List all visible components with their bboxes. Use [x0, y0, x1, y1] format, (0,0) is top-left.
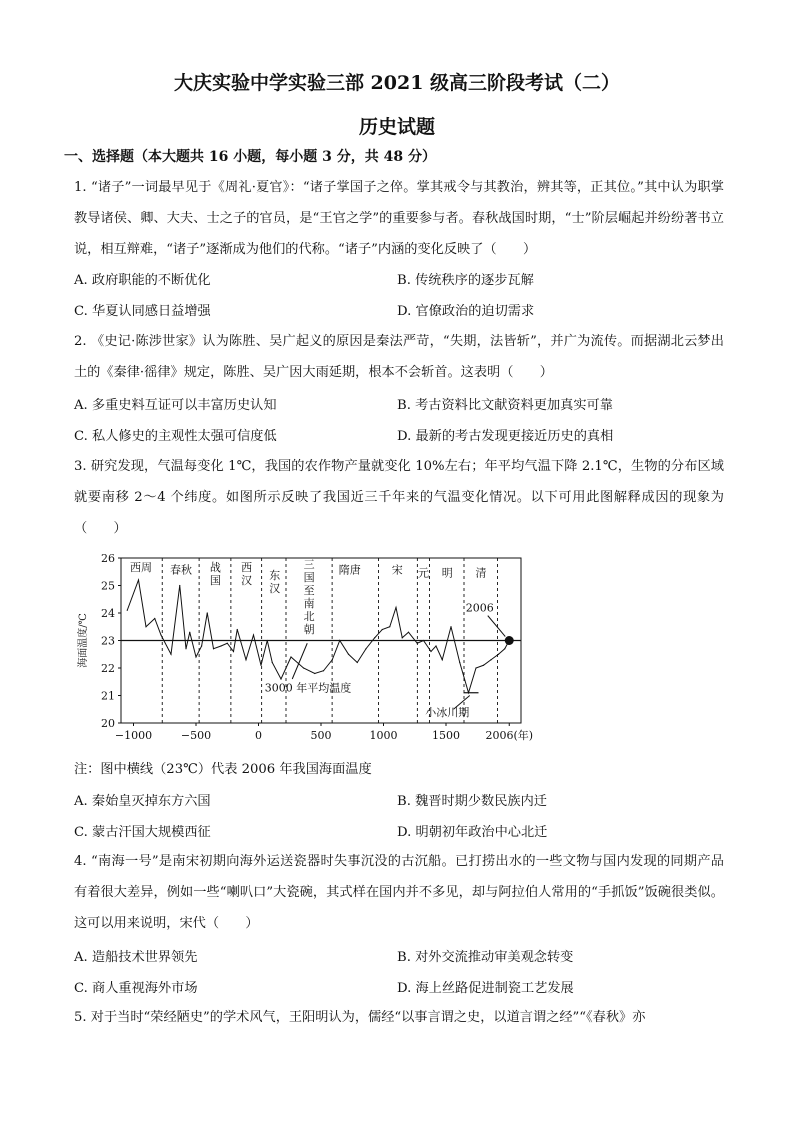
period-label: 宋	[391, 563, 403, 577]
temperature-data-point	[365, 648, 366, 649]
temperature-data-point	[435, 645, 436, 646]
temperature-chart	[66, 548, 556, 748]
temperature-data-point	[253, 634, 254, 635]
temperature-data-point	[138, 579, 139, 580]
temperature-data-point	[237, 629, 238, 630]
question-2-option-d[interactable]: D. 最新的考古发现更接近历史的真相	[397, 429, 614, 444]
temperature-data-point	[267, 640, 268, 641]
temperature-data-point	[245, 659, 246, 660]
question-2-stem: 2. 《史记·陈涉世家》认为陈胜、吴广起义的原因是秦法严苛，“失期，法皆斩”，并广为流传。而据湖北云梦出土的《秦律·徭律》规定，陈胜、吴广因大雨延期，根本不会斩首。这表明（ ）	[74, 334, 724, 380]
temperature-data-point	[189, 632, 190, 633]
temperature-data-point	[483, 665, 484, 666]
temperature-data-point	[475, 667, 476, 668]
period-label: 西汉	[241, 560, 253, 587]
temperature-data-point	[220, 645, 221, 646]
temperature-data-point	[145, 626, 146, 627]
temperature-data-point	[170, 654, 171, 655]
temperature-data-point	[185, 648, 186, 649]
question-4-option-b[interactable]: B. 对外交流推动审美观念转变	[397, 950, 574, 965]
temperature-data-point	[195, 656, 196, 657]
temperature-data-point	[272, 662, 273, 663]
temperature-data-point	[280, 678, 281, 679]
x-tick-label: 500	[310, 729, 332, 742]
average-temp-pointer	[292, 643, 307, 679]
temperature-data-point	[402, 637, 403, 638]
period-label: 元	[418, 566, 429, 580]
temperature-data-point	[201, 645, 202, 646]
temperature-data-point	[450, 626, 451, 627]
temperature-data-point	[154, 618, 155, 619]
x-tick-label: 1000	[369, 729, 398, 742]
section-heading: 一、选择题（本大题共 16 小题，每小题 3 分，共 48 分）	[64, 149, 436, 165]
exam-subtitle: 历史试题	[358, 116, 435, 138]
question-3-option-a[interactable]: A. 秦始皇灭掉东方六国	[74, 794, 211, 809]
temperature-data-point	[179, 585, 180, 586]
temperature-data-point	[357, 662, 358, 663]
temperature-data-point	[490, 659, 491, 660]
temperature-data-point	[382, 629, 383, 630]
endpoint-2006-marker	[505, 636, 514, 645]
question-3-option-d[interactable]: D. 明朝初年政治中心北迁	[397, 825, 548, 840]
temperature-data-point	[417, 643, 418, 644]
temperature-data-point	[442, 659, 443, 660]
chart-note: 注：图中横线（23℃）代表 2006 年我国海面温度	[74, 762, 372, 777]
temperature-data-point	[423, 640, 424, 641]
annotation-little-ice-age: 小冰川期	[425, 706, 470, 720]
temperature-data-point	[339, 640, 340, 641]
period-label: 明	[441, 566, 453, 580]
temperature-data-point	[504, 648, 505, 649]
y-tick-label: 20	[101, 717, 115, 730]
temperature-data-point	[389, 626, 390, 627]
temperature-data-point	[459, 662, 460, 663]
y-tick-label: 26	[101, 552, 115, 565]
temperature-data-point	[430, 651, 431, 652]
question-2-option-c[interactable]: C. 私人修史的主观性太强可信度低	[74, 429, 277, 444]
x-tick-label: −500	[180, 729, 212, 742]
temperature-data-point	[260, 665, 261, 666]
question-3-stem: 3. 研究发现，气温每变化 1℃，我国的农作物产量就变化 10%左右；年平均气温下降 2.1℃，生物的分布区域就要南移 2～4 个纬度。如图所示反映了我国近三千年来的气温变化情况。以下可用此图解释成因的现象为（ ）	[74, 459, 724, 536]
question-4-stem: 4. “南海一号”是南宋初期向海外运送瓷器时失事沉没的古沉船。已打捞出水的一些文物与国内发现的同期产品有着很大差异，例如一些“喇叭口”大瓷碗，其式样在国内并不多见，却与阿拉伯人常用的“手抓饭”饭碗很类似。这可以用来说明，宋代（ ）	[74, 854, 724, 931]
question-4-option-a[interactable]: A. 造船技术世界领先	[74, 950, 198, 965]
annotation-average: 3000 年平均温度	[264, 681, 352, 695]
temperature-series-line	[127, 580, 509, 693]
y-tick-label: 23	[101, 634, 115, 648]
question-5-stem: 5. 对于当时“荣经陋史”的学术风气，王阳明认为，儒经“以事言谓之史，以道言谓之经”“《春秋》亦	[74, 1010, 646, 1025]
temperature-data-point	[498, 654, 499, 655]
temperature-data-point	[290, 656, 291, 657]
annotation-2006: 2006	[465, 601, 494, 615]
question-2-option-b[interactable]: B. 考古资料比文献资料更加真实可靠	[397, 398, 613, 413]
x-tick-label: −1000	[114, 729, 153, 742]
temperature-data-point	[395, 607, 396, 608]
x-tick-label: 1500	[432, 729, 460, 742]
question-1-option-c[interactable]: C. 华夏认同感日益增强	[74, 304, 211, 319]
period-label: 春秋	[170, 563, 192, 577]
y-tick-label: 24	[101, 607, 115, 620]
period-label: 西周	[130, 560, 152, 574]
question-2-option-a[interactable]: A. 多重史料互证可以丰富历史认知	[74, 398, 277, 413]
temperature-data-point	[323, 670, 324, 671]
question-4-option-d[interactable]: D. 海上丝路促进制瓷工艺发展	[397, 981, 574, 996]
period-label: 清	[475, 566, 487, 580]
period-label: 隋唐	[338, 563, 361, 577]
temperature-data-point	[213, 648, 214, 649]
period-label: 东汉	[269, 569, 281, 595]
question-1-option-a[interactable]: A. 政府职能的不断优化	[74, 273, 211, 288]
y-tick-label: 22	[101, 662, 115, 675]
question-1-option-b[interactable]: B. 传统秩序的逐步瓦解	[397, 273, 534, 288]
temperature-data-point	[160, 634, 161, 635]
temperature-data-point	[227, 643, 228, 644]
temperature-data-point	[303, 667, 304, 668]
temperature-data-point	[348, 654, 349, 655]
question-3-option-c[interactable]: C. 蒙古汗国大规模西征	[74, 825, 211, 840]
temperature-data-point	[207, 612, 208, 613]
temperature-data-point	[408, 632, 409, 633]
temperature-data-point	[332, 659, 333, 660]
x-tick-label: 2006(年)	[485, 729, 534, 742]
annotation-2006-arrow	[488, 616, 506, 637]
temperature-data-point	[233, 651, 234, 652]
temperature-data-point	[127, 610, 128, 611]
question-3-option-b[interactable]: B. 魏晋时期少数民族内迁	[397, 794, 547, 809]
exam-title: 大庆实验中学实验三部 2021 级高三阶段考试（二）	[173, 72, 621, 94]
period-label: 战国	[209, 560, 221, 587]
question-4-option-c[interactable]: C. 商人重视海外市场	[74, 981, 198, 996]
temperature-data-point	[314, 673, 315, 674]
period-label: 三国至南北朝	[303, 558, 315, 636]
question-1-option-d[interactable]: D. 官僚政治的迫切需求	[397, 304, 535, 319]
y-tick-label: 21	[101, 689, 115, 703]
question-1-stem: 1. “诸子”一词最早见于《周礼·夏官》：“诸子掌国子之倅。掌其戒令与其教治，辨其等，正其位。”其中认为职掌教导诸侯、卿、大夫、士之子的官员，是“王官之学”的重要参与者。春秋战国时期，“士”阶层崛起并纷纷著书立说，相互辩难，“诸子”逐渐成为他们的代称。“诸子”内涵的变化反映了（ ）	[74, 180, 724, 257]
y-tick-label: 25	[101, 579, 115, 593]
temperature-data-point	[374, 637, 375, 638]
x-tick-label: 0	[255, 729, 262, 742]
y-axis-label: 海面温度/℃	[78, 613, 89, 668]
